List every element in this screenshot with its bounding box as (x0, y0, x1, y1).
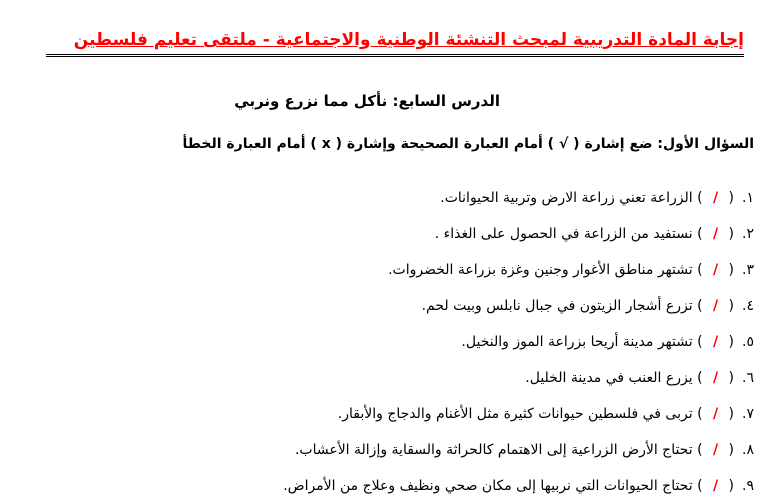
item-text: نستفيد من الزراعة في الحصول على الغذاء . (434, 226, 693, 242)
item-number: ٨. (742, 442, 754, 458)
close-paren: ) (697, 262, 703, 278)
answer-mark: / (712, 442, 719, 458)
page-header-title: إجابة المادة التدريبية لمبحث التنشئة الوطنية والاجتماعية - ملتقى تعليم فلسطين (73, 30, 744, 50)
list-item (34, 216, 754, 252)
open-paren: ( (728, 406, 735, 422)
answer-mark: / (712, 478, 719, 494)
item-text: تزرع أشجار الزيتون في جبال نابلس وبيت لحم. (421, 298, 693, 314)
open-paren: ( (728, 442, 735, 458)
item-text: يزرع العنب في مدينة الخليل. (525, 370, 693, 386)
close-paren: ) (697, 370, 703, 386)
item-text: تشتهر مدينة أريحا بزراعة الموز والنخيل. (461, 334, 693, 350)
open-paren: ( (728, 298, 735, 314)
close-paren: ) (697, 478, 703, 494)
item-number: ٢. (742, 226, 754, 242)
item-text: تربى في فلسطين حيوانات كثيرة مثل الأغنام والدجاج والأبقار. (337, 406, 693, 422)
open-paren: ( (728, 334, 735, 350)
item-number: ٤. (742, 298, 754, 314)
item-text: تحتاج الأرض الزراعية إلى الاهتمام كالحراثة والسقاية وإزالة الأعشاب. (294, 442, 693, 458)
open-paren: ( (728, 226, 735, 242)
item-text: الزراعة تعني زراعة الارض وتربية الحيوانات. (440, 190, 693, 206)
list-item (34, 324, 754, 360)
item-number: ١. (742, 190, 754, 206)
close-paren: ) (697, 190, 703, 206)
list-item (34, 396, 754, 432)
open-paren: ( (728, 370, 735, 386)
answer-list (34, 180, 754, 504)
item-number: ٣. (742, 262, 754, 278)
open-paren: ( (728, 262, 735, 278)
item-number: ٥. (742, 334, 754, 350)
answer-mark: / (712, 226, 719, 242)
open-paren: ( (728, 190, 735, 206)
answer-mark: / (712, 298, 719, 314)
item-text: تحتاج الحيوانات التي نربيها إلى مكان صحي ونظيف وعلاج من الأمراض. (283, 478, 693, 494)
question-instruction: السؤال الأول: ضع إشارة ( √ ) أمام العبارة الصحيحة وإشارة ( x ) أمام العبارة الخطأ (182, 136, 754, 152)
header-divider (46, 54, 744, 57)
item-number: ٧. (742, 406, 754, 422)
list-item (34, 252, 754, 288)
item-number: ٦. (742, 370, 754, 386)
list-item (34, 432, 754, 468)
list-item (34, 288, 754, 324)
open-paren: ( (728, 478, 735, 494)
close-paren: ) (697, 298, 703, 314)
list-item (34, 360, 754, 396)
answer-mark: / (712, 190, 719, 206)
item-text: تشتهر مناطق الأغوار وجنين وغزة بزراعة الخضروات. (388, 262, 693, 278)
item-number: ٩. (742, 478, 754, 494)
answer-mark: / (712, 262, 719, 278)
list-item (34, 180, 754, 216)
close-paren: ) (697, 442, 703, 458)
close-paren: ) (697, 226, 703, 242)
answer-mark: / (712, 370, 719, 386)
list-item (34, 468, 754, 504)
answer-mark: / (712, 406, 719, 422)
close-paren: ) (697, 406, 703, 422)
lesson-title: الدرس السابع: نأكل مما نزرع ونربي (234, 92, 500, 110)
answer-mark: / (712, 334, 719, 350)
close-paren: ) (697, 334, 703, 350)
